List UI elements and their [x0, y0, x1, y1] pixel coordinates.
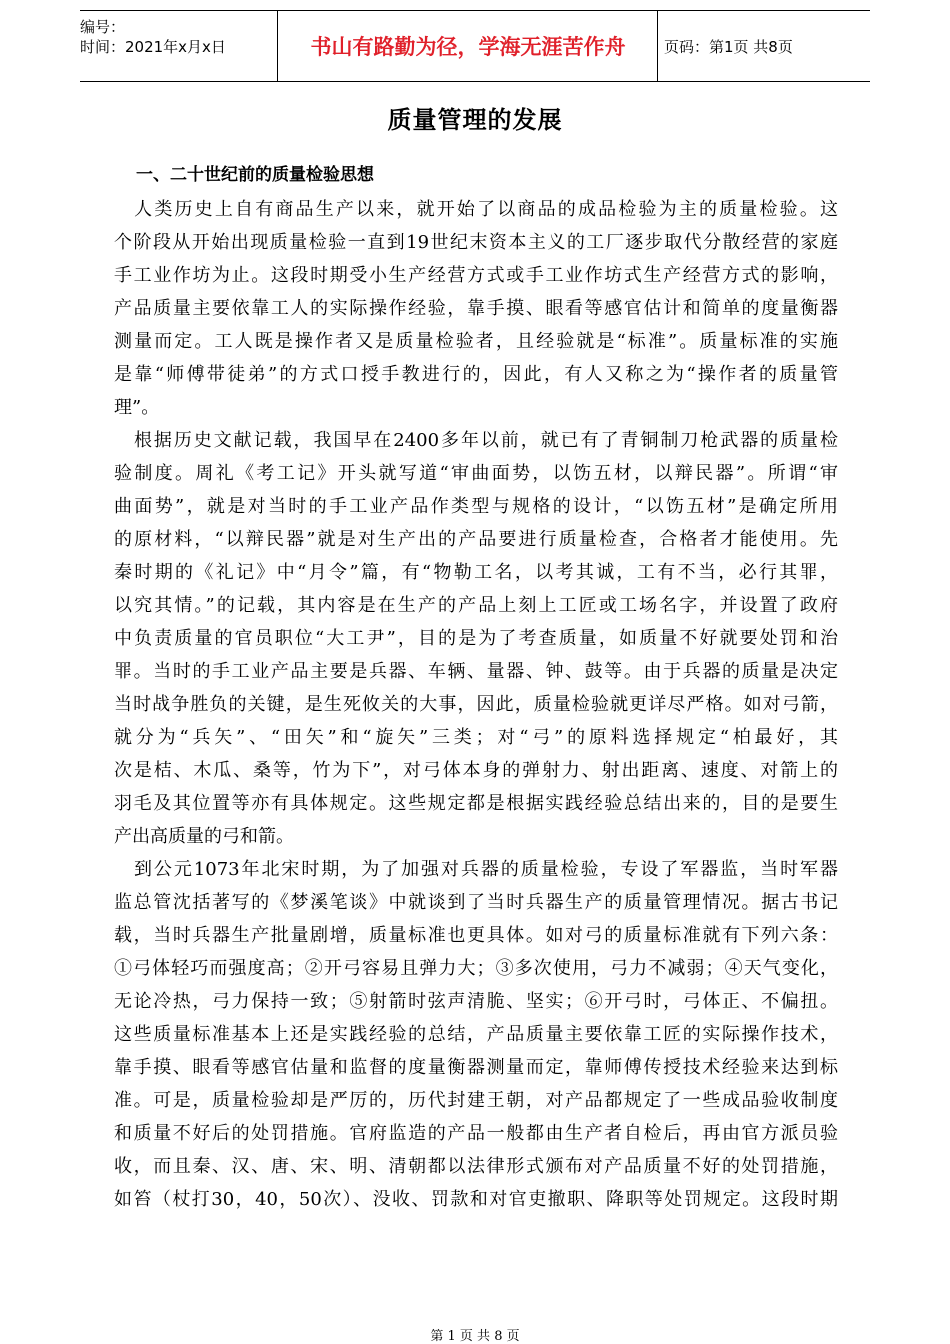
- text-line: 收，而且秦、汉、唐、宋、明、清朝都以法律形式颁布对产品质量不好的处罚措施，: [114, 1156, 838, 1177]
- text-line: 个阶段从开始出现质量检验一直到19世纪末资本主义的工厂逐步取代分散经营的家庭: [114, 232, 838, 253]
- text-line: 人类历史上自有商品生产以来，就开始了以商品的成品检验为主的质量检验。这: [114, 199, 838, 220]
- text-line: 手工业作坊为止。这段时期受小生产经营方式或手工业作坊式生产经营方式的影响，: [114, 265, 838, 286]
- text-line: 秦时期的《礼记》中“月令”篇，有“物勒工名，以考其诚，工有不当，必行其罪，: [114, 562, 838, 583]
- document-title: 质量管理的发展: [387, 105, 563, 134]
- text-line: 理”。: [114, 397, 160, 418]
- text-line: 中负责质量的官员职位“大工尹”，目的是为了考查质量，如质量不好就要处罚和治: [114, 628, 838, 649]
- number-label: 编号：: [80, 18, 126, 36]
- text-line: ①弓体轻巧而强度高；②开弓容易且弹力大；③多次使用，弓力不减弱；④天气变化，: [114, 958, 838, 979]
- header-meta: [80, 11, 278, 81]
- text-line: 羽毛及其位置等亦有具体规定。这些规定都是根据实践经验总结出来的，目的是要生: [114, 793, 838, 814]
- text-line: 产品质量主要依靠工人的实际操作经验，靠手摸、眼看等感官估计和简单的度量衡器: [114, 298, 838, 319]
- text-line: 次是桔、木瓜、桑等，竹为下”，对弓体本身的弹射力、射出距离、速度、对箭上的: [114, 760, 838, 781]
- text-line: 如笞（杖打30，40，50次）、没收、罚款和对官吏撤职、降职等处罚规定。这段时期: [114, 1189, 838, 1210]
- document-body: [114, 193, 838, 1216]
- header-motto: 书山有路勤为径，学海无涯苦作舟: [279, 11, 658, 81]
- text-line: 和质量不好后的处罚措施。官府监造的产品一般都由生产者自检后，再由官方派员验: [114, 1123, 838, 1144]
- text-line: 准。可是，质量检验却是严厉的，历代封建王朝，对产品都规定了一些成品验收制度: [114, 1090, 838, 1111]
- text-line: 监总管沈括著写的《梦溪笔谈》中就谈到了当时兵器生产的质量管理情况。据古书记: [114, 892, 838, 913]
- text-line: 根据历史文献记载，我国早在2400多年以前，就已有了青铜制刀枪武器的质量检: [114, 430, 838, 451]
- text-line: 到公元1073年北宋时期，为了加强对兵器的质量检验，专设了军器监，当时军器: [114, 859, 838, 880]
- text-line: 产出高质量的弓和箭。: [114, 826, 294, 847]
- page-footer: 第 1 页 共 8 页: [430, 1329, 520, 1344]
- text-line: 靠手摸、眼看等感官估量和监督的度量衡器测量而定，靠师傅传授技术经验来达到标: [114, 1057, 838, 1078]
- text-line: 测量而定。工人既是操作者又是质量检验者，且经验就是“标准”。质量标准的实施: [114, 331, 838, 352]
- text-line: 无论冷热，弓力保持一致；⑤射箭时弦声清脆、坚实；⑥开弓时，弓体正、不偏扭。: [114, 991, 838, 1012]
- header-page-label: 页码：第1页 共8页: [664, 37, 793, 56]
- text-line: 就分为“兵矢”、“田矢”和“旋矢”三类；对“弓”的原料选择规定“柏最好，其: [114, 727, 838, 748]
- text-line: 载，当时兵器生产批量剧增，质量标准也更具体。如对弓的质量标准就有下列六条：: [114, 925, 838, 946]
- text-line: 以究其情。”的记载，其内容是在生产的产品上刻上工匠或工场名字，并设置了政府: [114, 595, 838, 616]
- text-line: 曲面势”，就是对当时的手工业产品作类型与规格的设计，“以饬五材”是确定所用: [114, 496, 838, 517]
- text-line: 的原材料，“以辩民器”就是对生产出的产品要进行质量检查，合格者才能使用。先: [114, 529, 838, 550]
- text-line: 这些质量标准基本上还是实践经验的总结，产品质量主要依靠工匠的实际操作技术，: [114, 1024, 838, 1045]
- section-heading: 一、二十世纪前的质量检验思想: [136, 165, 374, 185]
- page-header: [80, 10, 870, 82]
- text-line: 罪。当时的手工业产品主要是兵器、车辆、量器、钟、鼓等。由于兵器的质量是决定: [114, 661, 838, 682]
- text-line: 当时战争胜负的关键，是生死攸关的大事，因此，质量检验就更详尽严格。如对弓箭，: [114, 694, 838, 715]
- text-line: 验制度。周礼《考工记》开头就写道“审曲面势，以饬五材，以辩民器”。所谓“审: [114, 463, 838, 484]
- time-label: 时间：2021年x月x日: [80, 38, 226, 56]
- text-line: 是靠“师傅带徒弟”的方式口授手教进行的，因此，有人又称之为“操作者的质量管: [114, 364, 838, 385]
